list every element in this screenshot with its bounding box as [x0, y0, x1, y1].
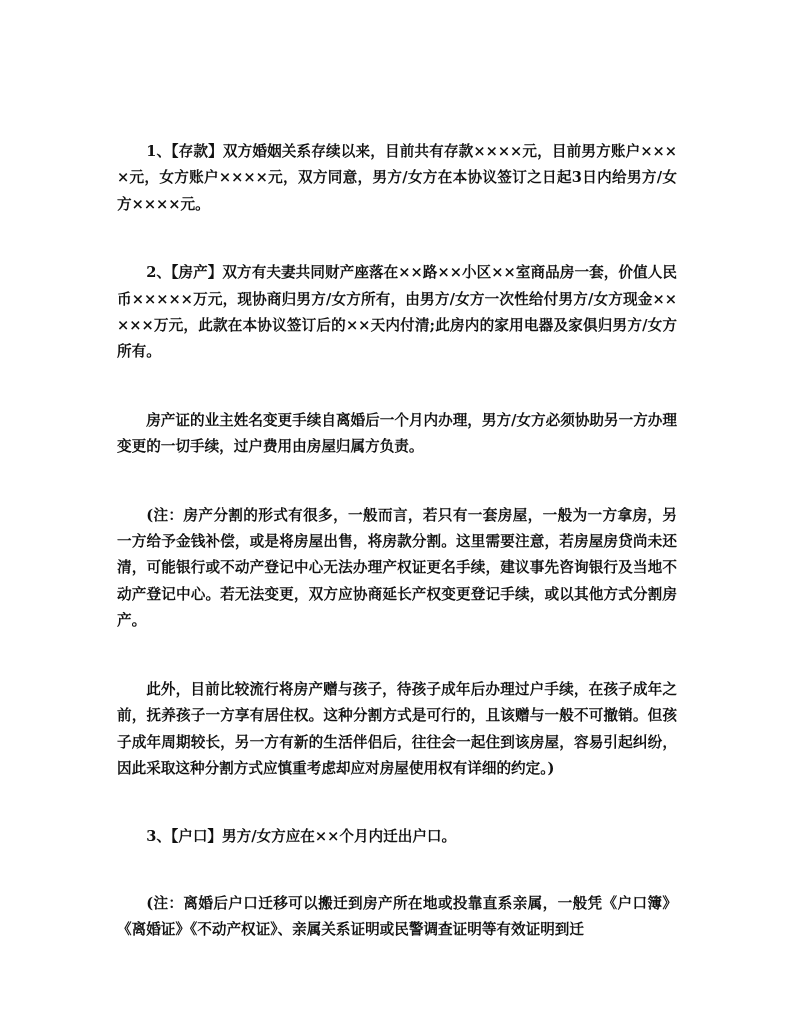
paragraph-note-household: (注：离婚后户口迁移可以搬迁到房产所在地或投靠直系亲属，一般凭《户口簿》《离婚证》《不动产权证》、亲属关系证明或民警调查证明等有效证明到迁	[117, 894, 677, 939]
paragraph-title-change: 房产证的业主姓名变更手续自离婚后一个月内办理，男方/女方必须协助另一方办理变更的一切手续，过户费用由房屋归属方负责。	[117, 411, 677, 456]
paragraph-gift-to-child: 此外，目前比较流行将房产赠与孩子，待孩子成年后办理过户手续，在孩子成年之前，抚养孩子一方享有居住权。这种分割方式是可行的，且该赠与一般不可撤销。但孩子成年周期较长，另一方有新的生活伴侣后，往往会一起住到该房屋，容易引起纠纷，因此采取这种分割方式应慎重考虑却应对房屋使用权有详细的约定。)	[117, 680, 677, 777]
paragraph-household: 3、【户口】男方/女方应在××个月内迁出户口。	[146, 828, 457, 846]
paragraph-property: 2、【房产】双方有夫妻共同财产座落在××路××小区××室商品房一套，价值人民币×××××万元，现协商归男方/女方所有，由男方/女方一次性给付男方/女方现金×××××万元，此款在本协议签订后的××天内付清;此房内的家用电器及家俱归男方/女方所有。	[117, 264, 677, 361]
paragraph-deposit: 1、【存款】双方婚姻关系存续以来，目前共有存款××××元，目前男方账户××××元，女方账户××××元，双方同意，男方/女方在本协议签订之日起3日内给男方/女方××××元。	[117, 143, 677, 213]
document-body	[117, 139, 677, 944]
paragraph-note-property: (注：房产分割的形式有很多，一般而言，若只有一套房屋，一般为一方拿房，另一方给予金钱补偿，或是将房屋出售，将房款分割。这里需要注意，若房屋房贷尚未还清，可能银行或不动产登记中心无法办理产权证更名手续，建议事先咨询银行及当地不动产登记中心。若无法变更，双方应协商延长产权变更登记手续，或以其他方式分割房产。	[117, 506, 677, 630]
